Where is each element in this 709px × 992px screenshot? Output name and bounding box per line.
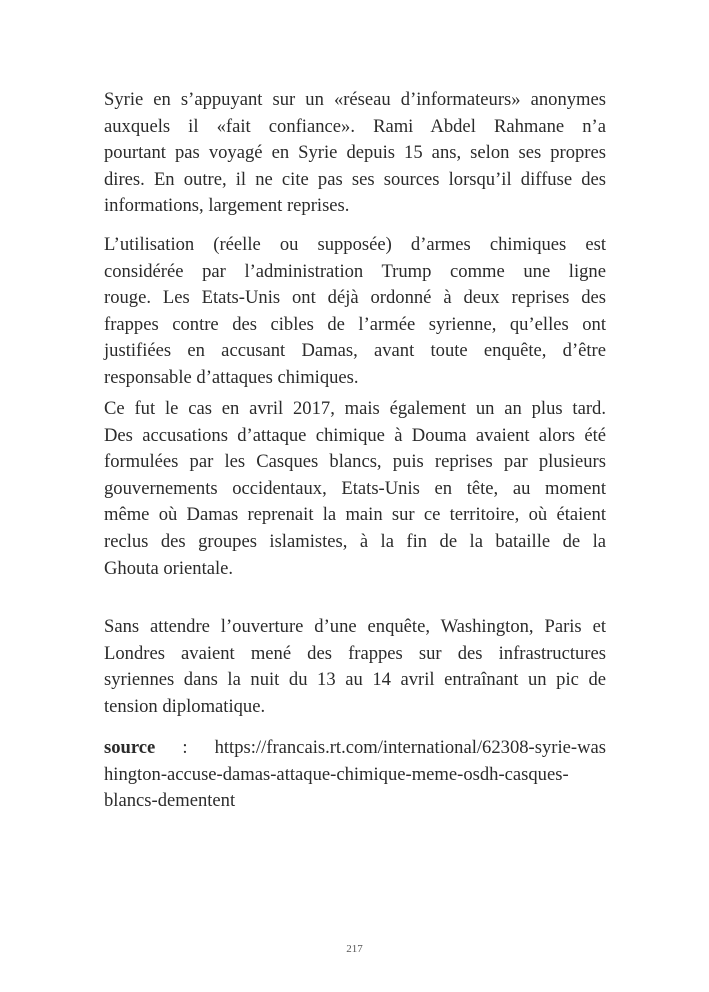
text-line: syriennes dans la nuit du 13 au 14 avril entraînant un pic de	[104, 669, 606, 691]
text-line: Des accusations d’attaque chimique à Douma avaient alors été	[104, 424, 606, 446]
text-line: Syrie en s’appuyant sur un «réseau d’informateurs» anonymes	[104, 89, 606, 110]
text-line: Ce fut le cas en avril 2017, mais également un an plus tard.	[104, 398, 606, 419]
text-line: formulées par les Casques blancs, puis reprises par plusieurs	[104, 451, 606, 473]
text-line: pourtant pas voyagé en Syrie depuis 15 ans, selon ses propres	[104, 142, 606, 164]
paragraph-3	[104, 396, 606, 582]
text-line: gouvernements occidentaux, Etats-Unis en tête, au moment	[104, 477, 606, 499]
page-number: 217	[346, 943, 363, 955]
text-line: L’utilisation (réelle ou supposée) d’armes chimiques est	[104, 234, 606, 255]
source-url[interactable]: https://francais.rt.com/international/62308-syrie-was	[214, 737, 606, 758]
source-citation	[104, 735, 606, 815]
source-label: source	[104, 737, 156, 758]
source-url-continued[interactable]: blancs-dementent	[104, 790, 236, 812]
paragraph-2	[104, 232, 606, 392]
source-line	[104, 735, 606, 762]
text-line: reclus des groupes islamistes, à la fin de la bataille de la	[104, 530, 606, 552]
text-line: Londres avaient mené des frappes sur des infrastructures	[104, 642, 606, 664]
text-line: frappes contre des cibles de l’armée syrienne, qu’elles ont	[104, 313, 606, 335]
paragraph-4	[104, 614, 606, 720]
source-url-continued[interactable]: hington-accuse-damas-attaque-chimique-meme-osdh-casques-	[104, 763, 569, 785]
text-line: responsable d’attaques chimiques.	[104, 366, 359, 388]
text-line: dires. En outre, il ne cite pas ses sources lorsqu’il diffuse des	[104, 168, 606, 190]
text-line: auxquels il «fait confiance». Rami Abdel Rahmane n’a	[104, 115, 606, 137]
paragraph-1	[104, 87, 606, 220]
text-line: tension diplomatique.	[104, 695, 266, 717]
text-line: Ghouta orientale.	[104, 557, 234, 579]
source-separator: :	[155, 737, 215, 758]
text-line: considérée par l’administration Trump comme une ligne	[104, 260, 606, 282]
text-line: rouge. Les Etats-Unis ont déjà ordonné à deux reprises des	[104, 287, 606, 309]
text-line: informations, largement reprises.	[104, 195, 350, 217]
text-line: justifiées en accusant Damas, avant toute enquête, d’être	[104, 340, 606, 362]
text-line: même où Damas reprenait la main sur ce territoire, où étaient	[104, 504, 606, 526]
text-line: Sans attendre l’ouverture d’une enquête, Washington, Paris et	[104, 616, 606, 637]
